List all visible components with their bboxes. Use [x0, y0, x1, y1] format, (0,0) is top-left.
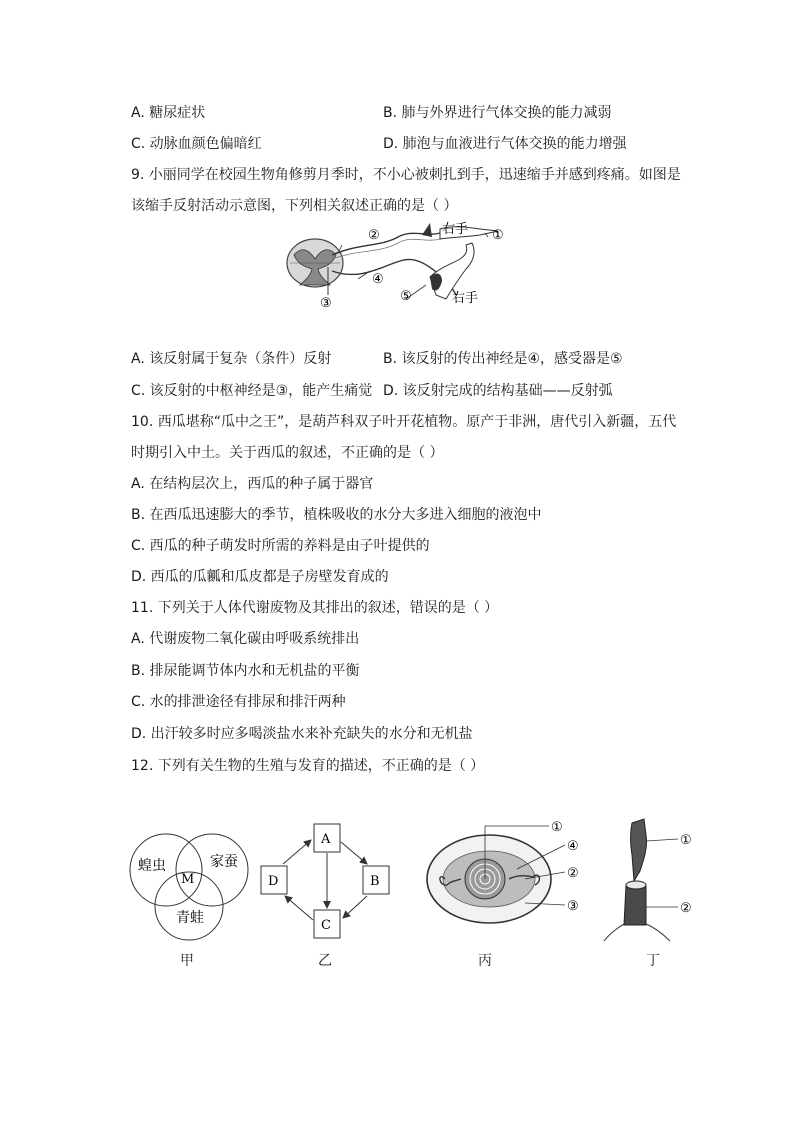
q9-stem-line1: 9. 小丽同学在校园生物角修剪月季时，不小心被刺扎到手，迅速缩手并感到疼痛。如图是	[131, 167, 681, 183]
label-1: ①	[492, 228, 504, 243]
q9-option-d: D. 该反射完成的结构基础——反射弧	[383, 383, 613, 399]
egg-diagram-bing	[425, 815, 595, 935]
q9-option-a: A. 该反射属于复杂（条件）反射	[131, 351, 332, 367]
q12-stem: 12. 下列有关生物的生殖与发育的描述，不正确的是（ ）	[131, 758, 485, 774]
cycle-diagram-yi	[255, 820, 405, 944]
graft-label-2: ②	[680, 901, 692, 916]
q10-option-d: D. 西瓜的瓜瓤和瓜皮都是子房壁发育成的	[131, 569, 389, 585]
q11-option-c: C. 水的排泄途径有排尿和排汗两种	[131, 694, 346, 710]
label-4: ④	[372, 272, 384, 287]
reflex-arc-figure	[280, 215, 520, 315]
box-b: B	[370, 874, 380, 889]
q10-stem-line2: 时期引入中土。关于西瓜的叙述，不正确的是（ ）	[131, 445, 444, 461]
q10-stem-line1: 10. 西瓜堪称“瓜中之王”，是葫芦科双子叶开花植物。原产于非洲，唐代引入新疆，五代	[131, 414, 677, 430]
egg-label-2: ②	[567, 866, 579, 881]
egg-label-4: ④	[567, 839, 579, 854]
q8-option-d: D. 肺泡与血液进行气体交换的能力增强	[383, 136, 627, 152]
q10-option-b: B. 在西瓜迅速膨大的季节，植株吸收的水分大多进入细胞的液泡中	[131, 507, 542, 523]
label-2: ②	[368, 228, 380, 243]
q8-option-a: A. 糖尿症状	[131, 105, 206, 121]
label-5: ⑤	[400, 289, 412, 304]
venn-label-silkworm: 家蚕	[210, 854, 238, 870]
graft-diagram-ding	[600, 815, 710, 945]
q10-option-c: C. 西瓜的种子萌发时所需的养料是由子叶提供的	[131, 538, 430, 554]
box-d: D	[268, 874, 279, 889]
venn-diagram-jia	[126, 830, 256, 942]
q11-option-d: D. 出汗较多时应多喝淡盐水来补充缺失的水分和无机盐	[131, 726, 473, 742]
label-right-hand-bottom: 右手	[452, 291, 479, 306]
egg-label-1: ①	[551, 820, 563, 835]
box-c: C	[321, 918, 331, 933]
venn-label-frog: 青蛙	[176, 910, 204, 926]
box-a: A	[321, 832, 331, 847]
q11-stem: 11. 下列关于人体代谢废物及其排出的叙述，错误的是（ ）	[131, 600, 499, 616]
q11-option-b: B. 排尿能调节体内水和无机盐的平衡	[131, 663, 360, 679]
graft-label-1: ①	[680, 833, 692, 848]
egg-label-3: ③	[567, 899, 579, 914]
label-3: ③	[320, 296, 332, 311]
venn-label-locust: 蝗虫	[138, 858, 166, 874]
spinal-cord-section	[287, 239, 343, 287]
label-right-hand-top: 右手	[442, 222, 469, 237]
caption-ding: 丁	[646, 953, 660, 969]
q9-option-b: B. 该反射的传出神经是④，感受器是⑤	[383, 351, 623, 367]
q8-option-b: B. 肺与外界进行气体交换的能力减弱	[383, 105, 612, 121]
q11-option-a: A. 代谢废物二氧化碳由呼吸系统排出	[131, 631, 360, 647]
q9-option-c: C. 该反射的中枢神经是③，能产生痛觉	[131, 383, 373, 399]
caption-bing: 丙	[478, 953, 492, 969]
q10-option-a: A. 在结构层次上，西瓜的种子属于器官	[131, 476, 374, 492]
caption-jia: 甲	[180, 953, 194, 969]
venn-label-m: M	[181, 872, 195, 887]
q8-option-c: C. 动脉血颜色偏暗红	[131, 136, 262, 152]
scion	[631, 819, 647, 881]
caption-yi: 乙	[318, 953, 332, 969]
q9-stem-line2: 该缩手反射活动示意图，下列相关叙述正确的是（ ）	[131, 198, 458, 214]
